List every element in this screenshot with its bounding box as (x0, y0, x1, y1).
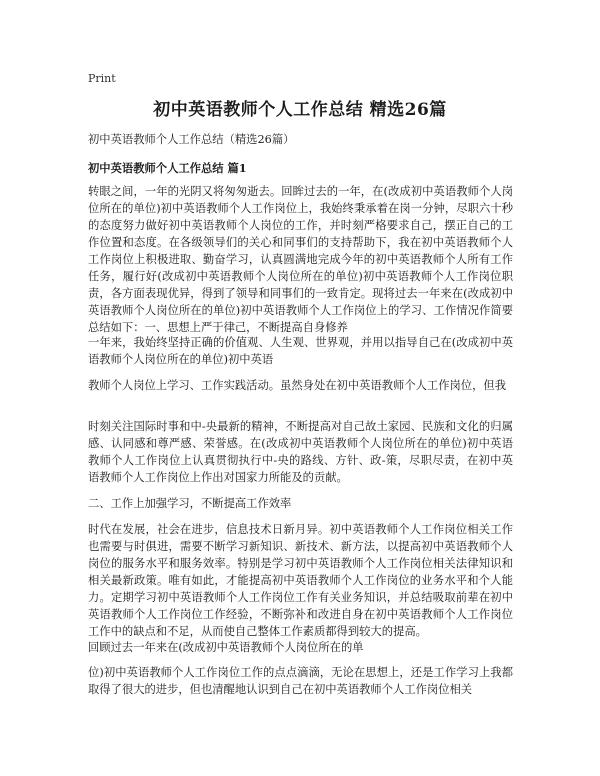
section-heading: 初中英语教师个人工作总结 篇1 (88, 161, 247, 175)
paragraph: 一年来，我始终坚持正确的价值观、人生观、世界观，并用以指导自己在(改成初中英语教师个人岗位所在的单位)初中英语 (88, 336, 513, 366)
paragraph: 时代在发展，社会在进步，信息技术日新月异。初中英语教师个人工作岗位相关工作也需要与时俱进，需要不断学习新知识、新技术、新方法，以提高初中英语教师个人岗位的服务水平和服务效率。特别是学习初中英语教师个人工作岗位相关法律知识和相关最新政策。唯有如此，才能提高初中英语教师个人工作岗位的业务水平和个人能力。定期学习初中英语教师个人工作岗位工作有关业务知识，并总结吸取前辈在初中英语教师个人工作岗位工作经验，不断弥补和改进自身在初中英语教师个人工作岗位工作中的缺点和不足，从而使自己整体工作素质都得到较大的提高。 (88, 523, 513, 638)
paragraph: 教师个人岗位上学习、工作实践活动。虽然身处在初中英语教师个人工作岗位，但我 (88, 379, 506, 392)
section-subheading: 二、工作上加强学习，不断提高工作效率 (88, 497, 292, 510)
document-subtitle: 初中英语教师个人工作总结（精选26篇） (88, 133, 295, 146)
paragraph: 时刻关注国际时事和中-央最新的精神，不断提高对自己故土家园、民族和文化的归属感、认同感和尊严感、荣誉感。在(改成初中英语教师个人岗位所在的单位)初中英语教师个人工作岗位上认真贯彻执行中-央的路线、方针、政-策，尽职尽责，在初中英语教师个人工作岗位上作出对国家力所能及的贡献。 (88, 420, 513, 484)
paragraph: 位)初中英语教师个人工作岗位工作的点点滴滴，无论在思想上，还是工作学习上我都取得了很大的进步，但也清醒地认识到自己在初中英语教师个人工作岗位相关 (88, 666, 513, 696)
paragraph: 回顾过去一年来在(改成初中英语教师个人岗位所在的单 (88, 641, 364, 654)
paragraph: 转眼之间，一年的光阴又将匆匆逝去。回眸过去的一年，在(改成初中英语教师个人岗位所在的单位)初中英语教师个人工作岗位上，我始终秉承着在岗一分钟，尽职六十秒的态度努力做好初中英语教师个人岗位的工作，并时刻严格要求自己，摆正自己的工作位置和态度。在各级领导们的关心和同事们的支持帮助下，我在初中英语教师个人工作岗位上积极进取、勤奋学习，认真圆满地完成今年的初中英语教师个人所有工作任务，履行好(改成初中英语教师个人岗位所在的单位)初中英语教师个人工作岗位职责，各方面表现优异，得到了领导和同事们的一致肯定。现将过去一年来在(改成初中英语教师个人岗位所在的单位)初中英语教师个人工作岗位上的学习、工作情况作简要总结如下：一、思想上严于律己，不断提高自身修养 (88, 185, 513, 334)
page-title: 初中英语教师个人工作总结 精选26篇 (153, 100, 447, 120)
print-label[interactable]: Print (88, 72, 116, 85)
